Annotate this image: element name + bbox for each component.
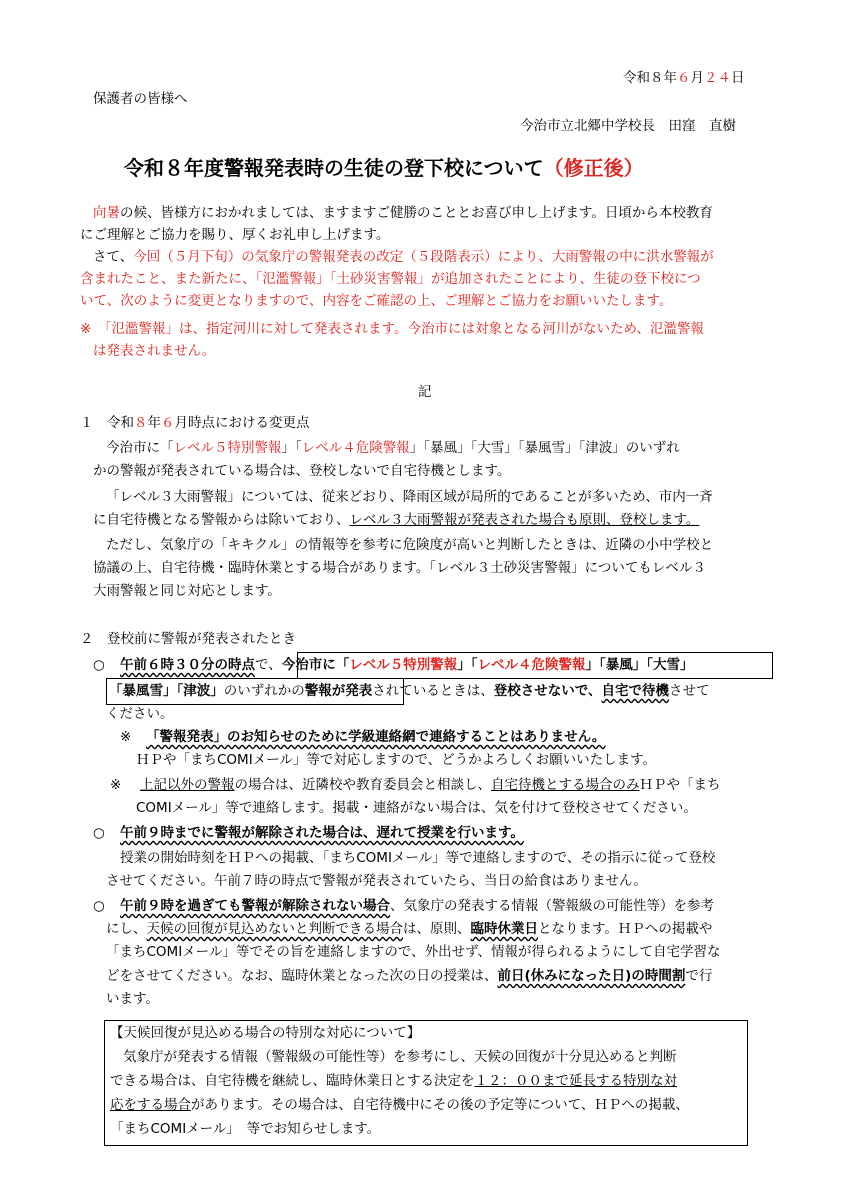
date: 令和８年６月２４日 — [623, 70, 745, 86]
bullet1-line: 「暴風雪」「津波」のいずれかの警報が発表されているときは、登校させないで、自宅で待機させて — [109, 683, 710, 699]
intro-line: 含まれたこと、また新たに、「氾濫警報」「土砂災害警報」が追加されたことにより、生徒の登下校につ — [80, 271, 701, 287]
bullet3-line: どをさせてください。なお、臨時休業となった次の日の授業は、前日(休みになった日)の時間割で行 — [106, 968, 713, 984]
bullet3-line: 「まちCOMIメール」等でその旨を連絡しますので、外出せず、情報が得られるようにして自宅学習な — [106, 944, 721, 960]
bullet-mark: ○ — [93, 898, 105, 914]
intro-line: さて、今回（５月下旬）の気象庁の警報発表の改定（５段階表示）により、大雨警報の中に洪水警報が — [93, 249, 714, 265]
page-title: 令和８年度警報発表時の生徒の登下校について（修正後） — [124, 156, 644, 180]
box-line: 気象庁が発表する情報（警報級の可能性等）を参考にし、天候の回復が十分見込めると判断 — [123, 1049, 677, 1065]
note-mark: ※ — [120, 729, 132, 745]
section1-text: 今治市に「レベル５特別警報」「レベル４危険警報」「暴風」「大雪」「暴風雪」「津波」のいずれ — [106, 440, 680, 456]
ki-mark: 記 — [418, 384, 432, 400]
bullet1-line: 午前６時３０分の時点で、今治市に「レベル５特別警報」「レベル４危険警報」「暴風」「大雪」 — [120, 657, 694, 673]
intro-line: いて、次のように変更となりますので、内容をご確認の上、ご理解とご協力をお願いいたします。 — [80, 293, 673, 309]
box-line: 「まちCOMIメール」 等でお知らせします。 — [110, 1121, 381, 1137]
bullet3-line: 午前９時を過ぎても警報が解除されない場合、気象庁の発表する情報（警報級の可能性等）を参考 — [120, 898, 714, 914]
sender: 今治市立北郷中学校長 田窪 直樹 — [520, 118, 736, 134]
intro-note: ※ 「氾濫警報」は、指定河川に対して発表されます。今治市には対象となる河川がないため、氾濫警報 — [80, 321, 704, 337]
section1-heading: １ 令和８年６月時点における変更点 — [80, 415, 310, 431]
section1-text: 大雨警報と同じ対応とします。 — [93, 583, 281, 599]
bullet-mark: ○ — [93, 825, 105, 841]
section1-text: 「レベル３大雨警報」については、従来どおり、降雨区域が局所的であることが多いため、市内一斉 — [106, 489, 713, 505]
bullet1-note: COMIメール」等で連絡します。掲載・連絡がない場合は、気を付けて登校させてください。 — [136, 800, 697, 816]
bullet2-line: させてください。午前７時の時点で警報が発表されていたら、当日の給食はありません。 — [106, 873, 647, 889]
section2-heading: ２ 登校前に警報が発表されたとき — [80, 631, 296, 647]
note-mark: ※ — [110, 777, 122, 793]
box-title: 【天候回復が見込める場合の特別な対応について】 — [110, 1025, 421, 1041]
section1-text: に自宅待機となる警報からは除いており、レベル３大雨警報が発表された場合も原則、登校します。 — [93, 512, 700, 528]
bullet3-line: にし、天候の回復が見込めないと判断できる場合は、原則、臨時休業日となります。ＨＰへの掲載や — [106, 921, 713, 937]
intro-line: にご理解とご協力を賜り、厚くお礼申し上げます。 — [80, 227, 390, 243]
intro-note: は発表されません。 — [93, 343, 216, 359]
bullet1-note: 上記以外の警報の場合は、近隣校や教育委員会と相談し、自宅待機とする場合のみＨＰや「まち — [140, 777, 721, 793]
bullet2-line: 授業の開始時刻をＨＰへの掲載、「まちCOMIメール」等で連絡しますので、その指示に従って登校 — [120, 850, 716, 866]
section1-text: 協議の上、自宅待機・臨時休業とする場合があります。「レベル３土砂災害警報」についてもレベル３ — [93, 560, 706, 576]
bullet1-note: 「警報発表」のお知らせのために学級連絡網で連絡することはありません。 — [146, 729, 606, 745]
bullet1-line: ください。 — [106, 706, 174, 722]
bullet-mark: ○ — [93, 657, 105, 673]
box-line: 応をする場合があります。その場合は、自宅待機中にその後の予定等について、ＨＰへの掲載、 — [110, 1097, 689, 1113]
addressee: 保護者の皆様へ — [93, 91, 188, 107]
section1-text: ただし、気象庁の「キキクル」の情報等を参考に危険度が高いと判断したときは、近隣の小中学校と — [106, 537, 714, 553]
bullet3-line: います。 — [106, 991, 159, 1007]
bullet1-note: ＨＰや「まちCOMIメール」等で対応しますので、どうかよろしくお願いいたします。 — [136, 752, 657, 768]
section1-text: かの警報が発表されている場合は、登校しないで自宅待機とします。 — [93, 463, 511, 479]
intro-line: 向暑の候、皆様方におかれましては、ますますご健勝のこととお喜び申し上げます。日頃から本校教育 — [93, 205, 713, 221]
bullet2-line: 午前９時までに警報が解除された場合は、遅れて授業を行います。 — [120, 825, 524, 841]
box-line: できる場合は、自宅待機を継続し、臨時休業日とする決定を１２：００まで延長する特別な対 — [110, 1073, 677, 1089]
